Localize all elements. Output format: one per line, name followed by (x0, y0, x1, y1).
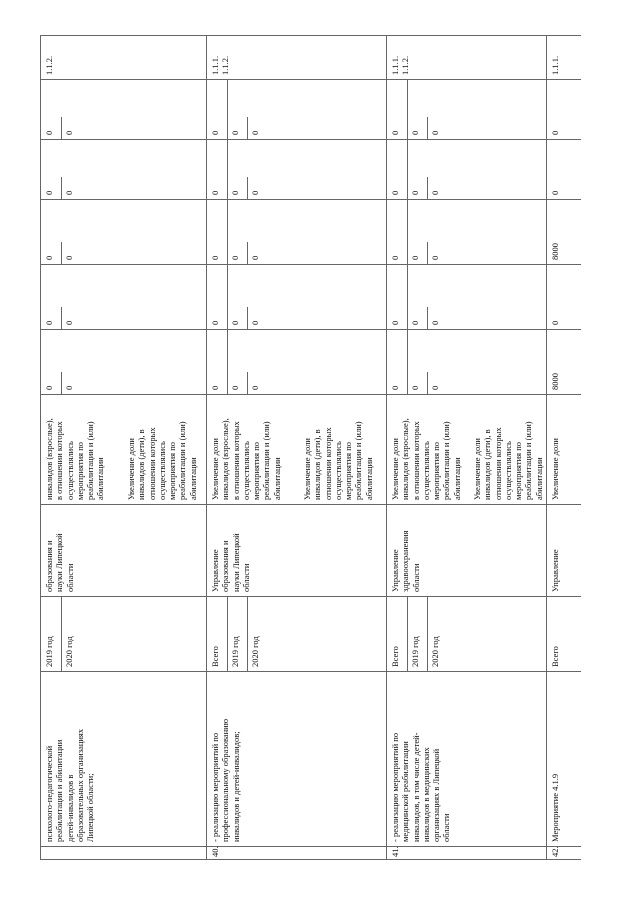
value-cell (207, 265, 387, 330)
codes-text: 1.1.1. (550, 55, 560, 75)
value-cell (387, 330, 547, 395)
year-cell (41, 597, 207, 672)
value: 0 (64, 130, 74, 135)
num-cell (207, 847, 387, 860)
value: 0 (44, 320, 54, 325)
value: 0 (210, 385, 220, 390)
codes-text: 1.1.2. (44, 55, 54, 75)
executor-cell (207, 505, 387, 597)
year-cell (547, 597, 581, 672)
year-label: 2020 год (250, 636, 260, 667)
value: 0 (430, 385, 440, 390)
row-number: 40. (210, 846, 220, 857)
value: 8000 (550, 373, 560, 390)
indicator-text: Увеличение доли инвалидов (взрослые), в отношении которых осуществлялись мероприятия по реабилитации и (или) абилитации (390, 418, 462, 500)
value: 0 (44, 130, 54, 135)
value-cell (547, 80, 581, 140)
value: 0 (230, 385, 240, 390)
value: 0 (230, 255, 240, 260)
year-label: Всего (550, 646, 560, 667)
value: 0 (230, 190, 240, 195)
value: 0 (250, 190, 260, 195)
executor-text: Управление (550, 549, 560, 592)
value-cell (207, 140, 387, 200)
value: 0 (550, 190, 560, 195)
value-cell (387, 200, 547, 265)
event-cell (41, 672, 207, 847)
value-cell (547, 330, 581, 395)
value-cell (207, 200, 387, 265)
value: 0 (230, 320, 240, 325)
value: 0 (430, 190, 440, 195)
value: 0 (250, 130, 260, 135)
value: 0 (410, 385, 420, 390)
indicator-text: Увеличение доли инвалидов (взрослые), в отношении которых осуществлялись мероприятия по реабилитации и (или) абилитации (210, 418, 282, 500)
value: 0 (410, 255, 420, 260)
indicator-cell (41, 395, 207, 505)
value-cell (41, 140, 207, 200)
num-cell (547, 847, 581, 860)
table-row (40, 35, 207, 860)
rotated-table (40, 35, 580, 860)
table-row (546, 35, 581, 860)
value: 0 (210, 320, 220, 325)
table-row (386, 35, 547, 860)
value-cell (547, 200, 581, 265)
year-label: 2019 год (410, 636, 420, 667)
value-cell (41, 200, 207, 265)
event-text: Мероприятие 4.1.9 (550, 773, 560, 842)
codes-cell (387, 35, 547, 80)
value-cell (207, 330, 387, 395)
event-cell (207, 672, 387, 847)
value: 0 (410, 190, 420, 195)
value: 0 (44, 385, 54, 390)
value-cell (387, 265, 547, 330)
value: 0 (430, 130, 440, 135)
value-cell (387, 80, 547, 140)
value: 0 (210, 255, 220, 260)
value: 0 (44, 190, 54, 195)
year-label: 2019 год (230, 636, 240, 667)
value: 0 (230, 130, 240, 135)
event-cell (547, 672, 581, 847)
event-text: - реализацию мероприятий по профессиональному образованию инвалидов и детей-инвалидов; (210, 718, 241, 842)
indicator-text: инвалидов (взрослые), в отношении которых осуществлялись мероприятия по реабилитации и (или) абилитации (44, 418, 106, 500)
num-cell (387, 847, 547, 860)
table-row (206, 35, 387, 860)
row-number: 42. (550, 846, 560, 857)
value: 0 (250, 320, 260, 325)
indicator-cell (207, 395, 387, 505)
value-cell (547, 140, 581, 200)
value: 0 (64, 190, 74, 195)
value: 0 (64, 320, 74, 325)
year-cell (387, 597, 547, 672)
indicator-text: Увеличение доли (550, 438, 560, 500)
row-number: 41. (390, 846, 400, 857)
indicator-text: Увеличение доли инвалидов (дети), в отношении которых осуществлялись мероприятия по реабилитации и (или) абилитации (302, 421, 374, 500)
value: 0 (44, 255, 54, 260)
value: 0 (390, 385, 400, 390)
value: 0 (410, 320, 420, 325)
value-cell (207, 80, 387, 140)
indicator-cell (387, 395, 547, 505)
event-text: - реализацию мероприятий по медицинской реабилитации инвалидов, в том числе детей- инвалидов в медицинских организациях в Липецкой области (390, 732, 452, 842)
year-cell (207, 597, 387, 672)
value-cell (387, 140, 547, 200)
value-cell (41, 265, 207, 330)
value: 0 (430, 255, 440, 260)
executor-text: образования и науки Липецкой области (44, 533, 75, 592)
value: 0 (550, 320, 560, 325)
executor-text: Управление здравоохранения области (390, 530, 421, 592)
executor-text: Управление образования и науки Липецкой области (210, 533, 251, 592)
value: 0 (64, 255, 74, 260)
codes-text: 1.1.1. 1.1.2. (390, 55, 411, 75)
value: 0 (390, 320, 400, 325)
codes-cell (41, 35, 207, 80)
value-cell (547, 265, 581, 330)
value: 0 (64, 385, 74, 390)
indicator-cell (547, 395, 581, 505)
value: 0 (210, 130, 220, 135)
num-cell (41, 847, 207, 860)
year-label: Всего (390, 646, 400, 667)
value: 0 (550, 130, 560, 135)
indicator-text: Увеличение доли инвалидов (дети), в отношении которых осуществлялись мероприятия по реабилитации и (или) абилитации (126, 421, 198, 500)
year-label: 2019 год (44, 636, 54, 667)
event-text: психолого-педагогической реабилитации и абилитации детей-инвалидов в образовательных организациях Липецкой области; (44, 728, 96, 842)
event-cell (387, 672, 547, 847)
value-cell (41, 80, 207, 140)
value: 0 (390, 130, 400, 135)
value: 0 (250, 385, 260, 390)
codes-cell (547, 35, 581, 80)
value: 0 (430, 320, 440, 325)
executor-cell (547, 505, 581, 597)
year-label: 2020 год (430, 636, 440, 667)
year-label: Всего (210, 646, 220, 667)
executor-cell (41, 505, 207, 597)
codes-cell (207, 35, 387, 80)
value-cell (41, 330, 207, 395)
codes-text: 1.1.1. 1.1.2. (210, 55, 231, 75)
executor-cell (387, 505, 547, 597)
year-label: 2020 год (64, 636, 74, 667)
value: 0 (390, 190, 400, 195)
value: 0 (410, 130, 420, 135)
indicator-text: Увеличение доли инвалидов (дети), в отношении которых осуществлялись мероприятия по реабилитации и (или) абилитации (472, 421, 544, 500)
value: 0 (390, 255, 400, 260)
value: 0 (250, 255, 260, 260)
value: 8000 (550, 243, 560, 260)
value: 0 (210, 190, 220, 195)
